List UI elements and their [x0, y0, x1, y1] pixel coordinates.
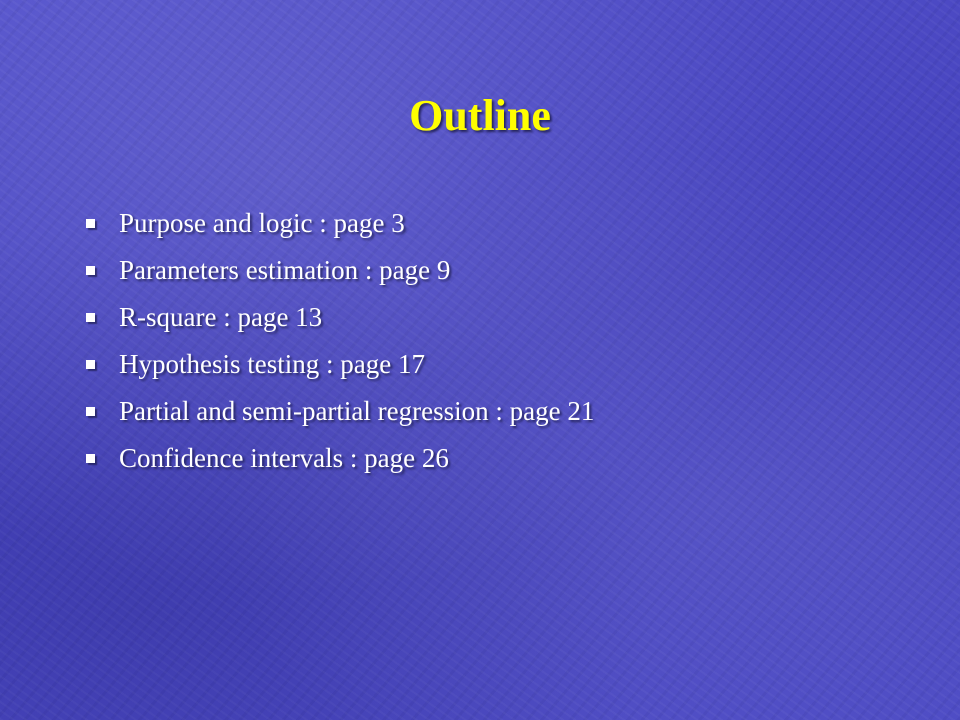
square-bullet-icon — [86, 313, 95, 322]
list-item — [84, 391, 904, 438]
list-item-text: Confidence intervals : page 26 — [119, 443, 449, 473]
square-bullet-icon — [86, 360, 95, 369]
square-bullet-icon — [86, 407, 95, 416]
square-bullet-icon — [86, 219, 95, 228]
list-item-text: R-square : page 13 — [119, 302, 323, 332]
square-bullet-icon — [86, 266, 95, 275]
list-item — [84, 203, 904, 250]
list-item-text: Parameters estimation : page 9 — [119, 255, 451, 285]
outline-list — [84, 203, 904, 485]
list-item-text: Purpose and logic : page 3 — [119, 208, 405, 238]
list-item — [84, 250, 904, 297]
list-item — [84, 438, 904, 485]
square-bullet-icon — [86, 454, 95, 463]
slide-title: Outline — [409, 91, 551, 140]
list-item-text: Partial and semi-partial regression : page 21 — [119, 396, 595, 426]
list-item — [84, 344, 904, 391]
list-item-text: Hypothesis testing : page 17 — [119, 349, 425, 379]
list-item — [84, 297, 904, 344]
